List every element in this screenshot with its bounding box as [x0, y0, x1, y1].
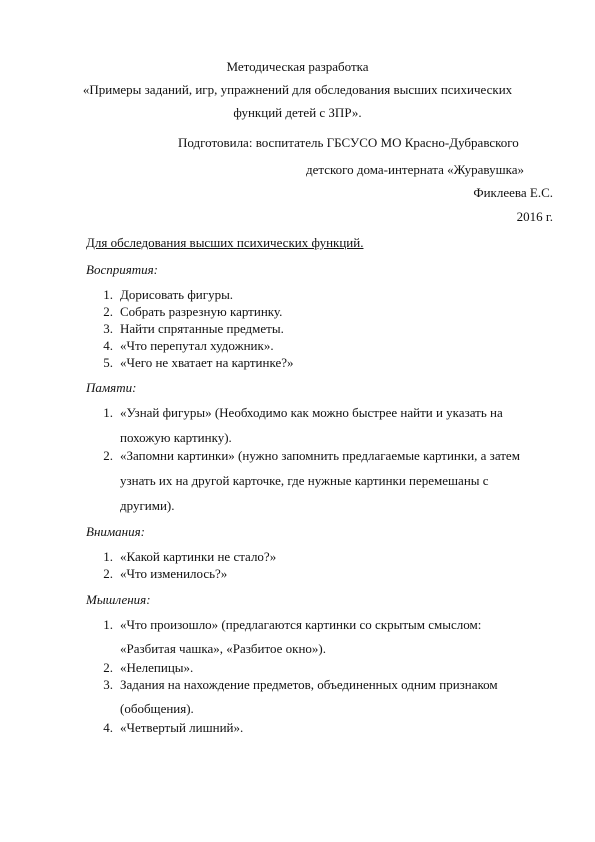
author-line1: Подготовила: воспитатель ГБСУСО МО Красно-Дубравского: [178, 135, 519, 150]
list-item-number: 2.: [103, 304, 113, 319]
list-item-number: 1.: [103, 617, 113, 632]
list-item: «Что перепутал художник».: [120, 338, 274, 353]
list-item-number: 1.: [103, 405, 113, 420]
list-item-number: 4.: [103, 338, 113, 353]
list-item: Задания на нахождение предметов, объединенных одним признаком: [120, 677, 498, 692]
list-item: «Четвертый лишний».: [120, 720, 244, 735]
list-item-continuation: похожую картинку).: [120, 430, 232, 445]
document-subtitle-line1: «Примеры заданий, игр, упражнений для обследования высших психических: [82, 82, 513, 97]
list-item: «Что изменилось?»: [120, 566, 228, 581]
list-item-number: 1.: [103, 549, 113, 564]
list-item-continuation: (обобщения).: [120, 701, 194, 716]
list-item-number: 2.: [103, 566, 113, 581]
list-item-number: 3.: [103, 321, 113, 336]
list-item-number: 3.: [103, 677, 113, 692]
list-item-continuation: другими).: [120, 498, 175, 513]
list-item: «Запомни картинки» (нужно запомнить предлагаемые картинки, а затем: [120, 448, 520, 463]
list-item-continuation: «Разбитая чашка», «Разбитое окно»).: [120, 641, 327, 656]
list-item: «Чего не хватает на картинке?»: [120, 355, 294, 370]
document-title: Методическая разработка: [226, 59, 369, 74]
list-item-number: 2.: [103, 660, 113, 675]
list-item: Дорисовать фигуры.: [120, 287, 234, 302]
list-item-number: 4.: [103, 720, 113, 735]
list-item: «Что произошло» (предлагаются картинки со скрытым смыслом:: [120, 617, 482, 632]
section-title-thinking: Мышления:: [86, 592, 151, 607]
list-item: Собрать разрезную картинку.: [120, 304, 283, 319]
list-item: «Узнай фигуры» (Необходимо как можно быстрее найти и указать на: [120, 405, 503, 420]
list-item: Найти спрятанные предметы.: [120, 321, 284, 336]
list-item-continuation: узнать их на другой карточке, где нужные картинки перемешаны с: [120, 473, 489, 488]
section-title-attention: Внимания:: [86, 524, 146, 539]
list-item-number: 2.: [103, 448, 113, 463]
list-item-number: 1.: [103, 287, 113, 302]
section-title-perception: Восприятия:: [86, 262, 159, 277]
author-line2: детского дома-интерната «Журавушка»: [306, 162, 525, 177]
document-subtitle-line2: функций детей с ЗПР».: [233, 105, 362, 120]
list-item-number: 5.: [103, 355, 113, 370]
author-name: Фиклеева Е.С.: [473, 185, 553, 200]
list-item: «Какой картинки не стало?»: [120, 549, 277, 564]
document-year: 2016 г.: [516, 209, 553, 224]
list-item: «Нелепицы».: [120, 660, 194, 675]
section-title-memory: Памяти:: [86, 380, 137, 395]
main-heading: Для обследования высших психических функций.: [86, 235, 364, 250]
